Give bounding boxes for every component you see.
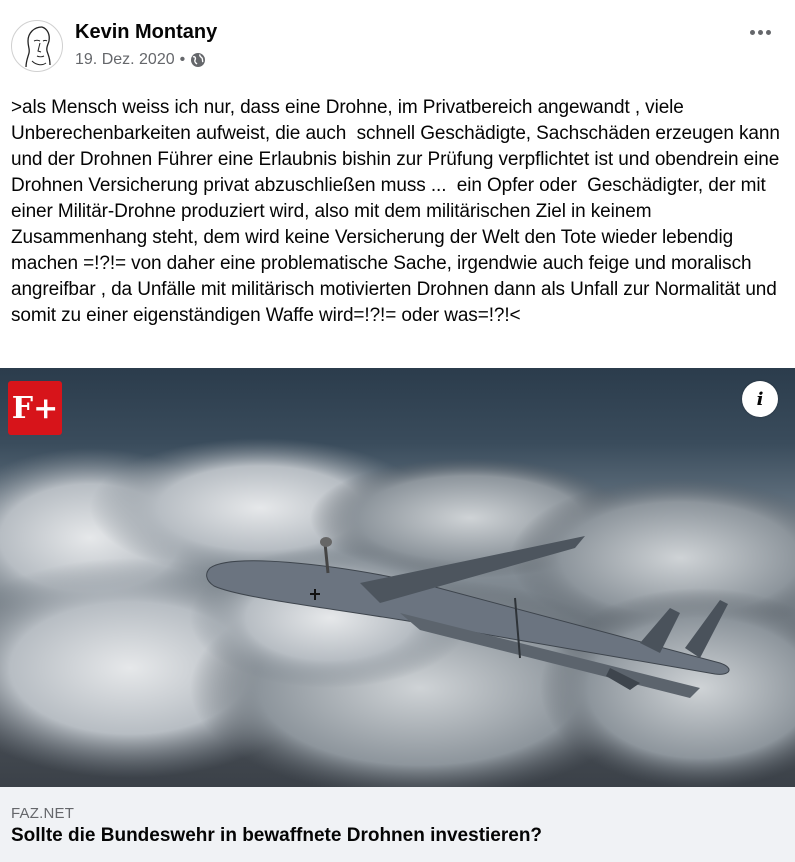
post-date[interactable]: 19. Dez. 2020 <box>75 51 175 68</box>
globe-icon[interactable] <box>190 52 206 68</box>
link-source: FAZ.NET <box>11 805 75 822</box>
drone-photo <box>0 368 795 787</box>
avatar-sketch-icon <box>12 21 63 72</box>
link-preview-card[interactable] <box>0 368 795 862</box>
author-name[interactable]: Kevin Montany <box>75 21 218 43</box>
link-preview-footer[interactable] <box>0 787 795 862</box>
avatar[interactable] <box>11 20 63 72</box>
more-options-icon[interactable] <box>742 22 778 42</box>
faz-plus-badge: F+ <box>8 381 62 435</box>
post-header <box>0 0 795 86</box>
post-meta <box>75 51 206 69</box>
post-text: >als Mensch weiss ich nur, dass eine Drohne, im Privatbereich angewandt , viele Unberechenbarkeiten aufweist, die auch schnell Geschädigte, Sachschäden erzeugen kann und der Drohnen Führer eine Erlaubnis bishin zur Prüfung verpflichtet ist und obendrein eine Drohnen Versicherung privat abzuschließen muss ... ein Opfer oder Geschädigter, der mit einer Militär-Drohne produziert wird, also mit dem militärischen Ziel in keinem Zusammenhang steht, dem wird keine Versicherung der Welt den Tote wieder lebendig machen =!?!= von daher eine problematische Sache, irgendwie auch feige und moralisch angreifbar , da Unfälle mit militärisch motivierten Drohnen dann als Unfall zur Normalität und somit zu einer eigenständigen Waffe wird=!?!= oder was=!?!< <box>11 97 785 326</box>
more-dot <box>750 30 755 35</box>
link-preview-image[interactable] <box>0 368 795 787</box>
more-dot <box>766 30 771 35</box>
info-icon[interactable]: i <box>742 381 778 417</box>
more-dot <box>758 30 763 35</box>
meta-separator: • <box>179 51 186 68</box>
link-title[interactable]: Sollte die Bundeswehr in bewaffnete Drohnen investieren? <box>11 825 543 846</box>
